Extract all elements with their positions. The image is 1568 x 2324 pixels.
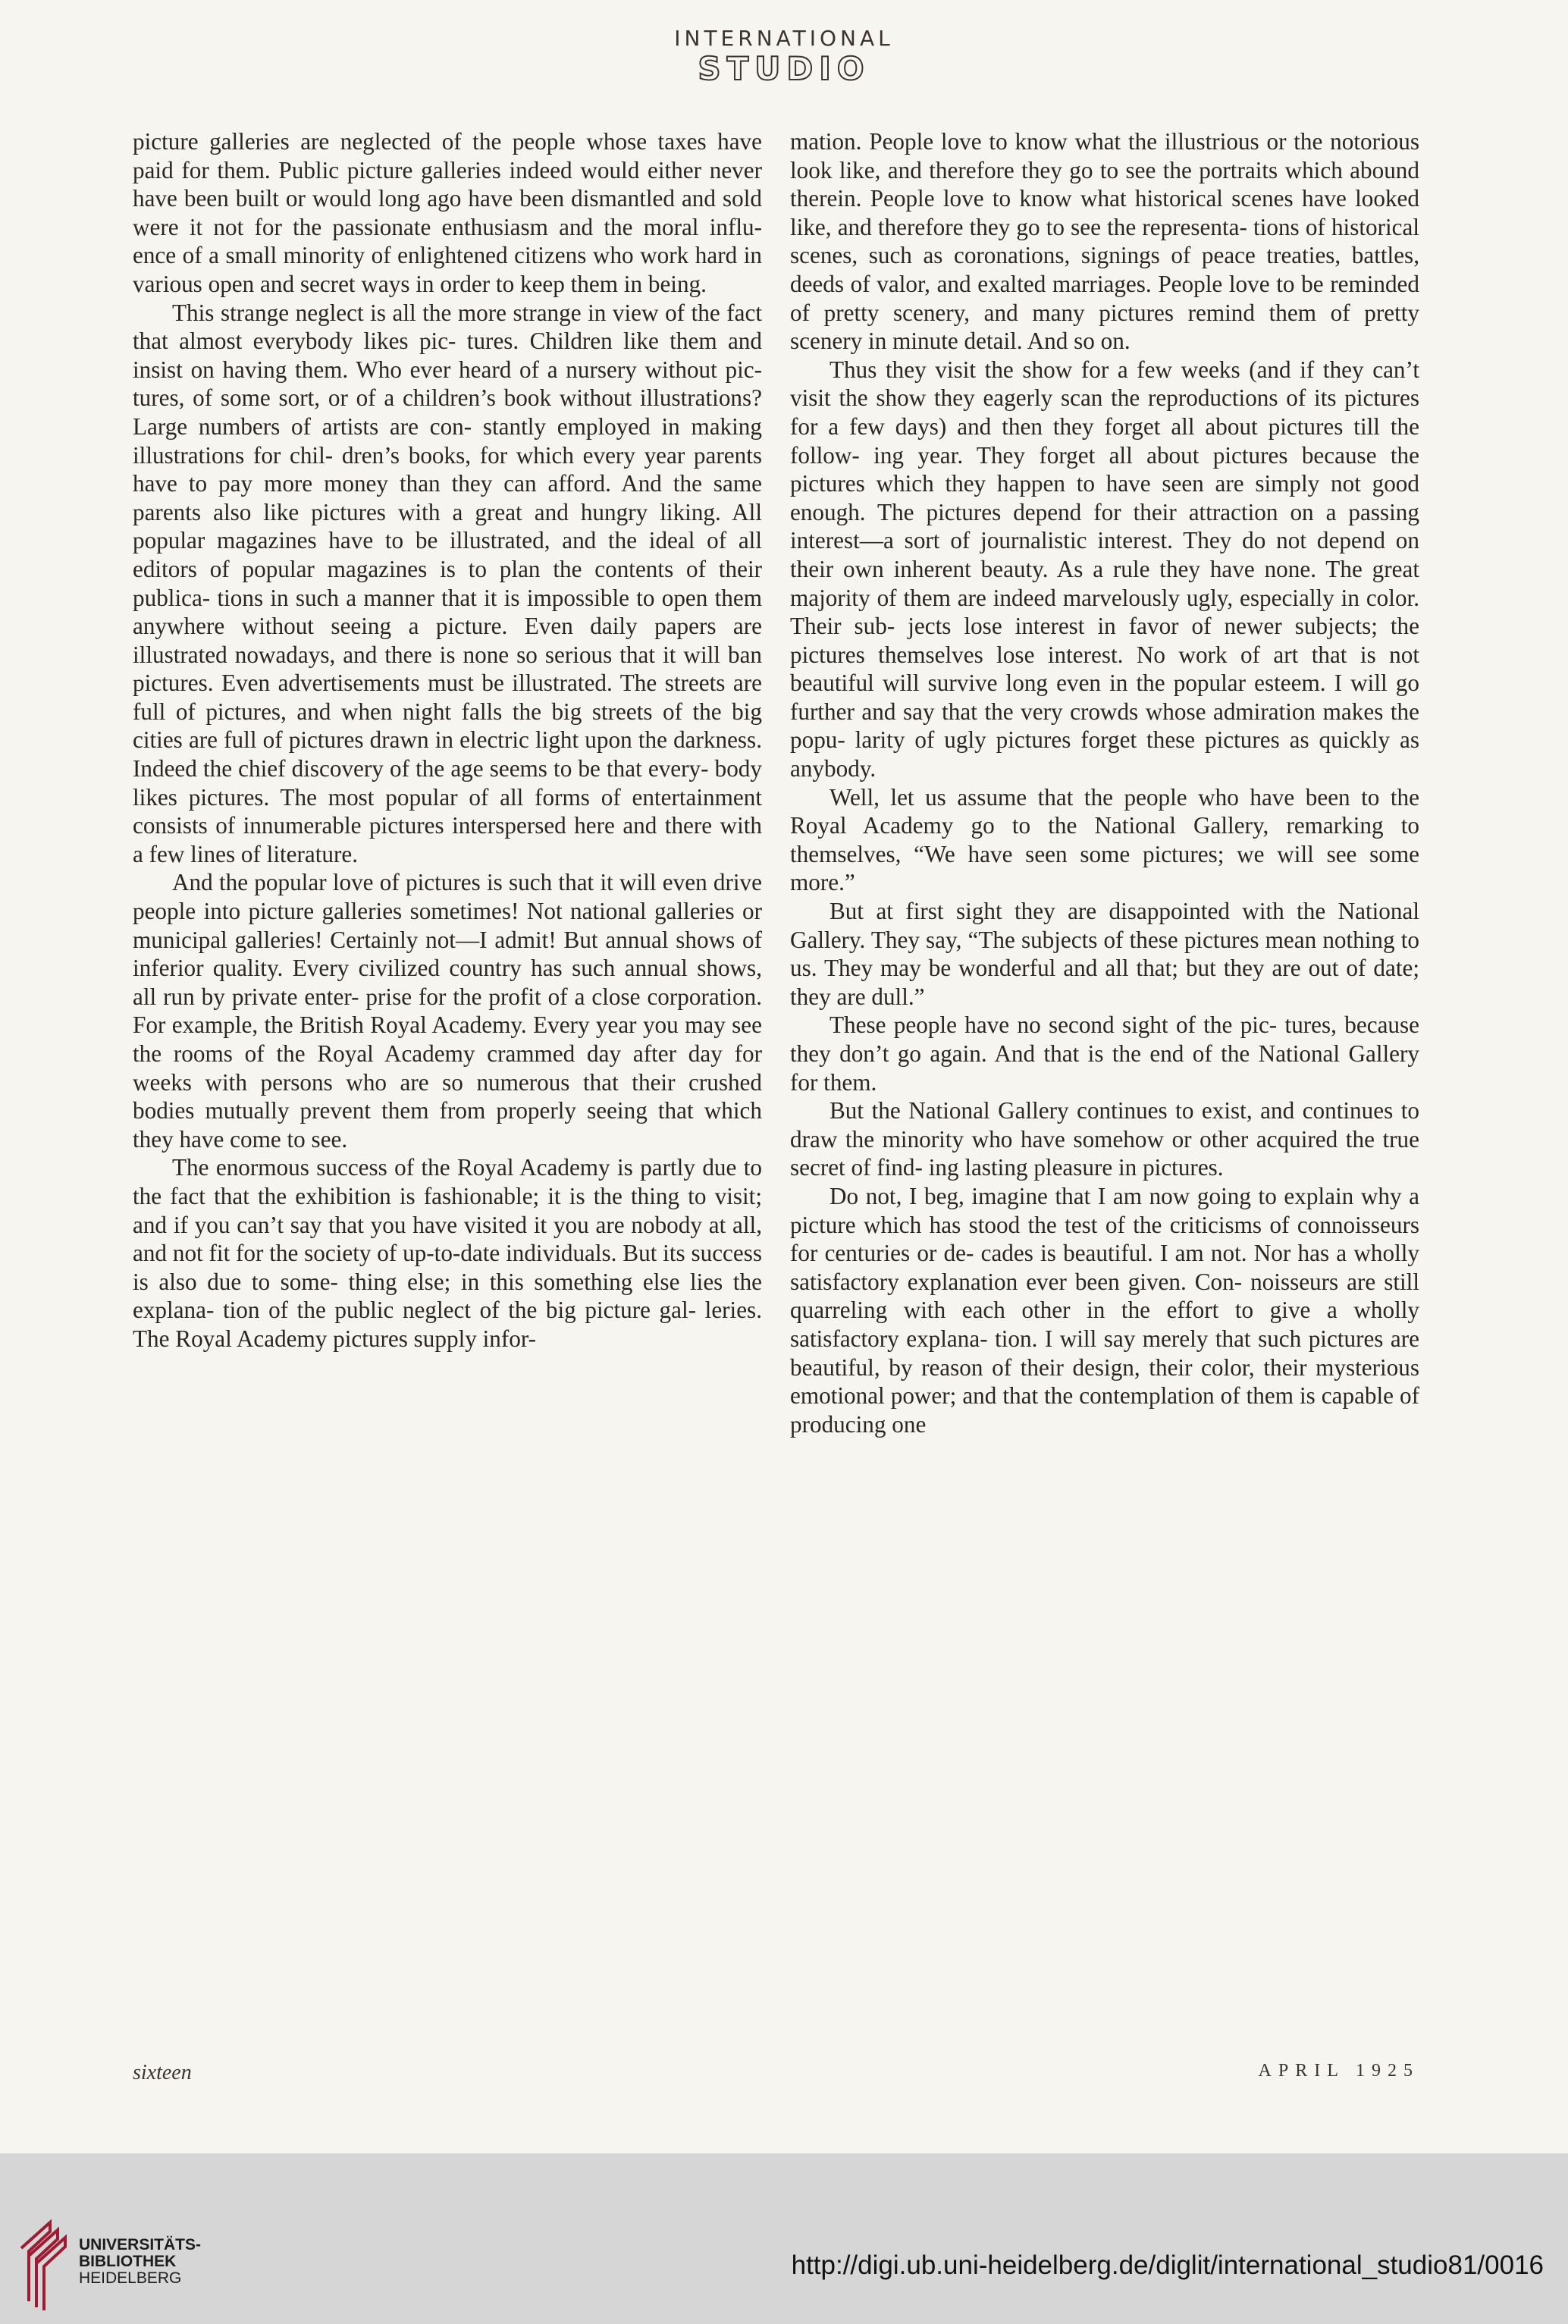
masthead-international: INTERNATIONAL bbox=[674, 26, 894, 51]
paragraph: The enormous success of the Royal Academy is partly due to the fact that the exhibition is fashionable; it is the thing to visit; and if you can’t say that you have visited it you are nobody at all, and not fit for the society of up-to-date individuals. But its success is also due to some- thing else; in this something else lies the explana- tion of the public neglect of the big picture gal- leries. The Royal Academy pictures supply infor- bbox=[133, 1154, 762, 1352]
right-text-column bbox=[790, 127, 1419, 1438]
paragraph: These people have no second sight of the pic- tures, because they don’t go again. And that is the end of the National Gallery for them. bbox=[790, 1011, 1419, 1096]
paragraph: picture galleries are neglected of the people whose taxes have paid for them. Public picture galleries indeed would either never have been built or would long ago have been dismantled and sold were it not for the passionate enthusiasm and the moral influ- ence of a small minority of enlightened citizens who work hard in various open and secret ways in order to keep them in being. bbox=[133, 128, 762, 297]
left-text-column bbox=[133, 127, 762, 1353]
library-footer-bar bbox=[0, 2153, 1568, 2324]
library-name-line2: BIBLIOTHEK bbox=[79, 2253, 177, 2270]
masthead bbox=[0, 26, 1568, 86]
paragraph: But the National Gallery continues to exist, and continues to draw the minority who have somehow or other acquired the true secret of find- ing lasting pleasure in pictures. bbox=[790, 1097, 1419, 1181]
paragraph: This strange neglect is all the more strange in view of the fact that almost everybody likes pic- tures. Children like them and insist on having them. Who ever heard of a nursery without pic- tures, of some sort, or of a children’s book without illustrations? Large numbers of artists are con- stantly employed in making illustrations for chil- dren’s books, for which every year parents have to pay more money than they can afford. And the same parents also like pictures with a great and hungry liking. All popular magazines have to be illustrated, and the ideal of all editors of popular magazines is to plan the contents of their publica- tions in such a manner that it is impossible to open them anywhere without seeing a picture. Even daily papers are illustrated nowadays, and there is none so serious that it will ban pictures. Even advertisements must be illustrated. The streets are full of pictures, and when night falls the big streets of the big cities are full of pictures drawn in electric light upon the darkness. Indeed the chief discovery of the age seems to be that every- body likes pictures. The most popular of all forms of entertainment consists of innumerable pictures interspersed here and there with a few lines of literature. bbox=[133, 299, 762, 867]
paragraph: Do not, I beg, imagine that I am now going to explain why a picture which has stood the test of the criticisms of connoisseurs for centuries or de- cades is beautiful. I am not. Nor has a wholly satisfactory explanation ever been given. Con- noisseurs are still quarreling with each other in the effort to give a wholly satisfactory explana- tion. I will say merely that such pictures are beautiful, by reason of their design, their color, their mysterious emotional power; and that the contemplation of them is capable of producing one bbox=[790, 1182, 1419, 1438]
library-name bbox=[79, 2237, 201, 2287]
source-url-link[interactable]: http://digi.ub.uni-heidelberg.de/diglit/international_studio81/0016 bbox=[791, 2250, 1544, 2280]
paragraph: And the popular love of pictures is such that it will even drive people into picture galleries sometimes! Not national galleries or municipal galleries! Certainly not—I admit! But annual shows of inferior quality. Every civilized country has such annual shows, all run by private enter- prise for the profit of a close corporation. For example, the British Royal Academy. Every year you may see the rooms of the Royal Academy crammed day after day for weeks with persons who are so numerous that their crushed bodies mutually prevent them from properly seeing that which they have come to see. bbox=[133, 869, 762, 1153]
library-name-line3: HEIDELBERG bbox=[79, 2269, 182, 2287]
paragraph: But at first sight they are disappointed with the National Gallery. They say, “The subjects of these pictures mean nothing to us. They may be wonderful and all that; but they are out of date; they are dull.” bbox=[790, 898, 1419, 1010]
library-name-line1: UNIVERSITÄTS- bbox=[79, 2236, 202, 2253]
issue-date: APRIL 1925 bbox=[1258, 2061, 1419, 2081]
masthead-studio: STUDIO bbox=[698, 50, 870, 87]
paragraph: Well, let us assume that the people who have been to the Royal Academy go to the National Gallery, remarking to themselves, “We have seen some pictures; we will see some more.” bbox=[790, 783, 1419, 896]
page-number-label: sixteen bbox=[133, 2061, 192, 2084]
library-logo-icon bbox=[17, 2218, 70, 2313]
paragraph: mation. People love to know what the illustrious or the notorious look like, and therefore they go to see the portraits which abound therein. People love to know what historical scenes have looked like, and therefore they go to see the representa- tions of historical scenes, such as coronations, signings of peace treaties, battles, deeds of valor, and exalted marriages. People love to be reminded of pretty scenery, and many pictures remind them of pretty scenery in minute detail. And so on. bbox=[790, 128, 1419, 355]
paragraph: Thus they visit the show for a few weeks (and if they can’t visit the show they eagerly scan the reproductions of its pictures for a few days) and then they forget all about pictures till the follow- ing year. They forget all about pictures because the pictures which they happen to have seen are simply not good enough. The pictures depend for their attraction on a passing interest—a sort of journalistic interest. They do not depend on their own inherent beauty. As a rule they have none. The great majority of them are indeed marvelously ugly, especially in color. Their sub- jects lose interest in favor of newer subjects; the pictures themselves lose interest. No work of art that is not beautiful will survive long even in the popular esteem. I will go further and say that the very crowds whose admiration makes the popu- larity of ugly pictures forget these pictures as quickly as anybody. bbox=[790, 356, 1419, 783]
